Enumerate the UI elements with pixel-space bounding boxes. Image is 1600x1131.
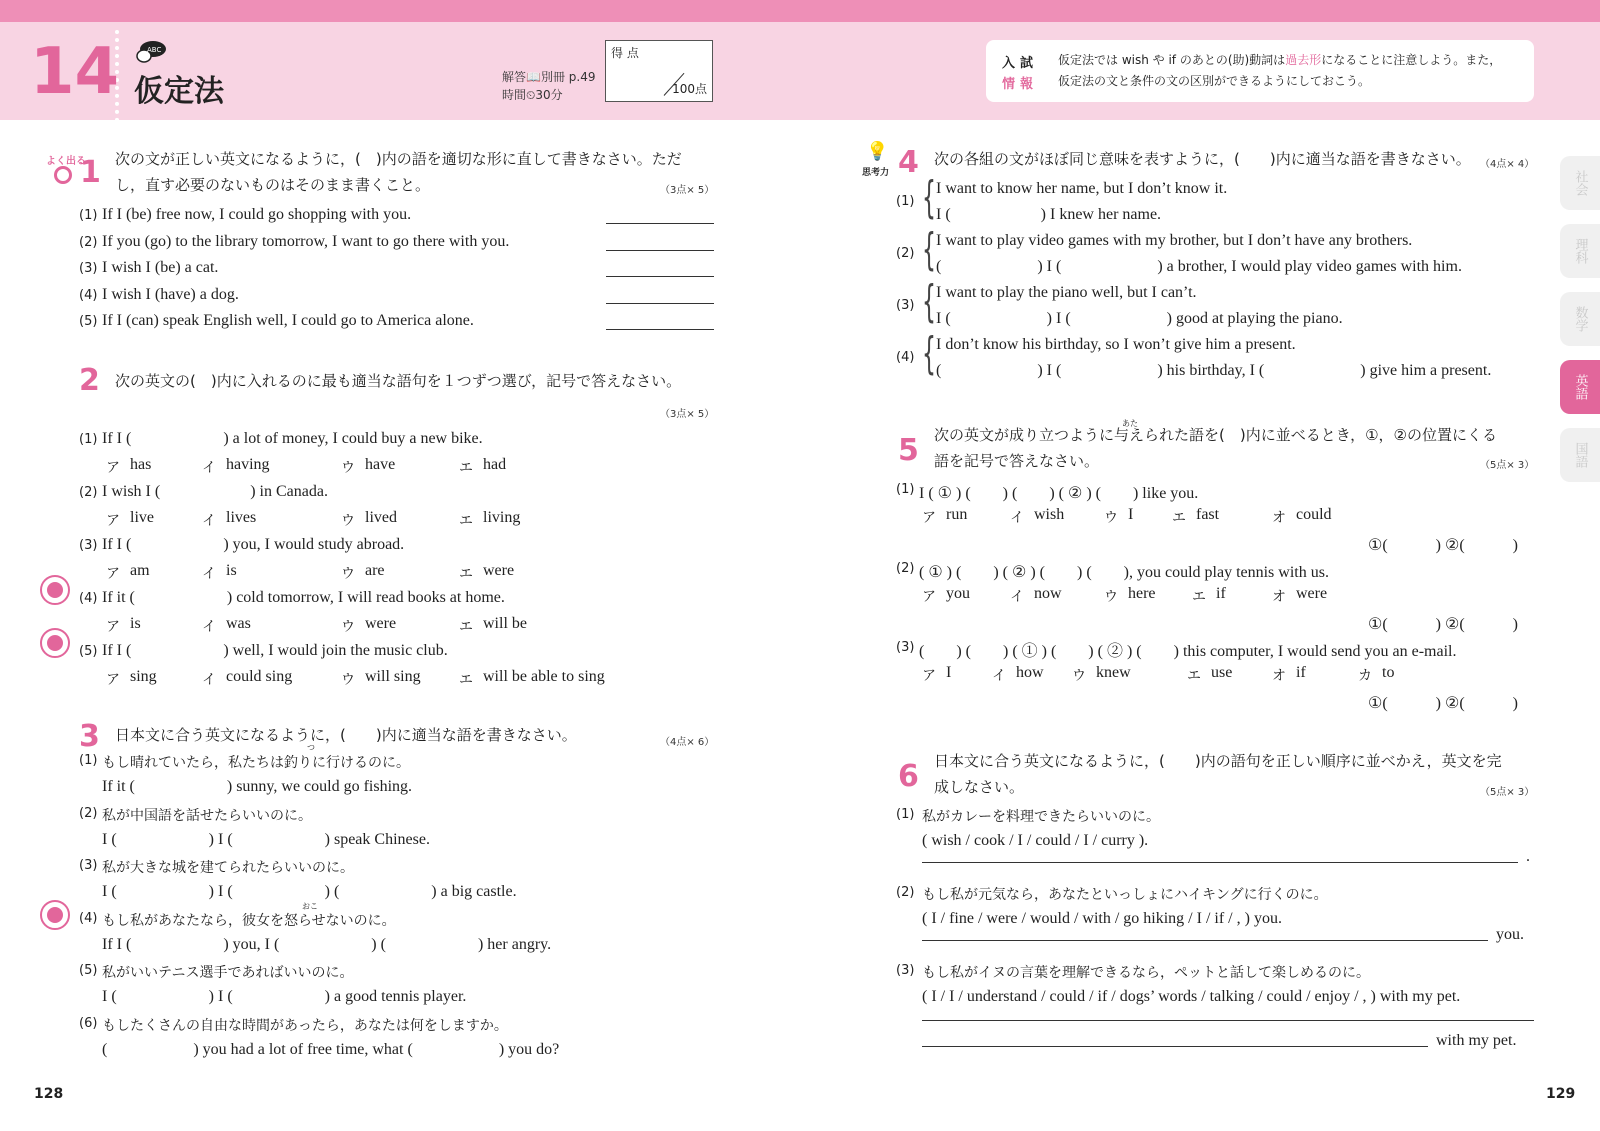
choice-text: sing xyxy=(130,668,157,685)
answer-slots[interactable]: ①( ) ②( ) xyxy=(1368,616,1519,633)
sentence-segment: If I ( xyxy=(102,536,132,553)
answer-line[interactable] xyxy=(606,223,714,224)
choice-text: will be xyxy=(483,615,527,632)
item-number: (5) xyxy=(79,963,98,978)
subject-tab[interactable]: 社会 xyxy=(1560,156,1600,210)
unit-number: 14 xyxy=(30,35,120,109)
choice-label: エ xyxy=(459,672,473,688)
item-number: (6) xyxy=(79,1015,98,1031)
sentence-segment: ) ( xyxy=(371,935,386,953)
sentence-segment: ) cold tomorrow, I will read books at home. xyxy=(226,589,505,606)
choice-text: have xyxy=(365,456,396,473)
choice-text: could xyxy=(1296,506,1332,523)
choice-text: use xyxy=(1211,664,1233,681)
instruction: 成しなさい。 xyxy=(934,778,1025,796)
sentence-segment: ) a big castle. xyxy=(431,883,517,900)
choice-label: オ xyxy=(1272,510,1286,526)
points: （4点× 4） xyxy=(1480,159,1535,170)
blank-sentence xyxy=(102,430,483,448)
blank-sentence xyxy=(936,258,1462,276)
subject-tabs[interactable] xyxy=(1560,156,1600,496)
unit-title: 仮定法 xyxy=(134,74,224,109)
choice-label: エ xyxy=(1192,589,1206,605)
item-number: (2) xyxy=(896,885,915,900)
info-line-1: 仮定法では wish や if のあとの(助)動詞は過去形になることに注意しよう。また， xyxy=(1058,53,1502,67)
sentence-segment: ( xyxy=(102,1040,108,1058)
choice-text: fast xyxy=(1196,506,1220,523)
blank-sentence xyxy=(102,589,505,607)
item-number: (4) xyxy=(79,591,98,606)
japanese-prompt: 私が中国語を話せたらいいのに。 xyxy=(102,807,312,824)
ruby: おこ xyxy=(302,902,318,911)
choice-label: ウ xyxy=(341,566,355,582)
thinking-badge: 思考力 xyxy=(862,168,890,178)
choice-text: am xyxy=(130,562,150,579)
blank-sentence xyxy=(102,988,466,1006)
item-number: (5) xyxy=(79,314,98,329)
sentence-segment: I ( xyxy=(102,883,117,900)
choice-label: ウ xyxy=(341,513,355,529)
sentence-segment: ) I ( xyxy=(1037,362,1062,379)
sentence: If I (be) free now, I could go shopping with you. xyxy=(102,206,412,223)
blank-sentence xyxy=(102,483,328,501)
sentence-segment: ) ( xyxy=(324,883,340,900)
choice-text: if xyxy=(1216,585,1226,602)
item-number: (2) xyxy=(896,246,915,261)
choice-text: will sing xyxy=(365,668,421,685)
choice-text: run xyxy=(946,506,968,523)
instruction: 日本文に合う英文になるように，( )内の語句を正しい順序に並べかえ，英文を完 xyxy=(934,752,1502,770)
question-number: 5 xyxy=(898,433,919,468)
sentence-segment: ) I ( xyxy=(208,988,233,1005)
sentence-segment: I wish I ( xyxy=(102,483,161,500)
sentence-segment: ) a brother, I would play video games with him. xyxy=(1157,258,1462,275)
sentence-end: with my pet. xyxy=(1436,1032,1517,1049)
choice-text: will be able to sing xyxy=(483,668,605,685)
choice-label: イ xyxy=(202,513,216,529)
choice-label: ウ xyxy=(1104,589,1118,605)
ruby: あた xyxy=(1122,419,1138,428)
page-number-left: 128 xyxy=(34,1086,64,1102)
answer-line[interactable] xyxy=(922,940,1488,941)
sentence-segment: I ( xyxy=(936,206,951,223)
sentence-segment: ) I knew her name. xyxy=(1040,206,1162,223)
sentence-segment: ) I ( xyxy=(208,830,233,848)
instruction: 次の英文が成り立つように与えられた語を( )内に並べるとき，①，②の位置にくる xyxy=(934,426,1498,444)
sentence-segment: I ( xyxy=(936,310,951,327)
choice-text: to xyxy=(1382,664,1395,681)
answer-line[interactable] xyxy=(606,250,714,251)
japanese-prompt: 私がカレーを料理できたらいいのに。 xyxy=(922,809,1160,825)
japanese-prompt: 私がいいテニス選手であればいいのに。 xyxy=(102,965,354,981)
item-number: (1) xyxy=(79,208,98,223)
item-number: (2) xyxy=(79,234,98,250)
word-list: ( wish / cook / I / could / I / curry ). xyxy=(922,832,1149,849)
blank-sentence xyxy=(102,778,412,796)
choice-text: was xyxy=(226,615,251,632)
instruction: 次の各組の文がほぼ同じ意味を表すように，( )内に適当な語を書きなさい。 xyxy=(934,150,1471,168)
item-number: (4) xyxy=(79,910,98,926)
choice-text: are xyxy=(365,562,385,579)
choice-label: ア xyxy=(922,510,936,526)
sentence-segment: ) her angry. xyxy=(477,935,552,953)
abc-speech-icon xyxy=(136,40,168,64)
sentence-segment: ) I ( xyxy=(1046,310,1071,327)
instruction: 語を記号で答えなさい。 xyxy=(934,452,1100,470)
sentence-segment: I ( xyxy=(102,830,117,848)
answer-line[interactable] xyxy=(606,303,714,304)
sentence-segment: ) a good tennis player. xyxy=(324,988,467,1005)
choice-label: ア xyxy=(106,672,120,688)
instruction: 日本文に合う英文になるように，( )内に適当な語を書きなさい。 xyxy=(115,726,577,744)
points: （4点× 6） xyxy=(660,737,715,748)
sentence-segment: If I ( xyxy=(102,642,132,659)
instruction: 次の文が正しい英文になるように，( )内の語を適切な形に直して書きなさい。ただ xyxy=(115,150,682,168)
choice-text: living xyxy=(483,509,521,526)
frequent-badge: よく出る xyxy=(46,156,86,167)
answer-line[interactable] xyxy=(606,329,714,330)
choice-label: ウ xyxy=(1072,668,1086,684)
sentence: If I (can) speak English well, I could go to America alone. xyxy=(102,312,474,329)
target-icon xyxy=(54,166,72,184)
question-number: 2 xyxy=(79,363,100,398)
choice-label: ウ xyxy=(341,672,355,688)
blank-sentence xyxy=(102,642,448,660)
sentence: I don’t know his birthday, so I won’t give him a present. xyxy=(936,336,1296,353)
choice-label: オ xyxy=(1272,668,1286,684)
sentence-segment: ) his birthday, I ( xyxy=(1157,362,1265,379)
brace-icon: { xyxy=(922,224,936,275)
instruction: 次の英文の( )内に入れるのに最も適当な語句を１つずつ選び，記号で答えなさい。 xyxy=(115,372,682,390)
item-number: (4) xyxy=(79,287,98,303)
choice-text: is xyxy=(226,562,237,579)
points: （5点× 3） xyxy=(1480,787,1535,798)
page-number-right: 129 xyxy=(1546,1086,1576,1102)
item-number: (5) xyxy=(79,644,98,659)
sentence-segment: ) speak Chinese. xyxy=(324,830,430,848)
top-bar xyxy=(0,0,1600,22)
choice-text: were xyxy=(1296,585,1328,602)
sentence: ( ) ( ) ( ① ) ( ) ( ② ) ( ) this computer, I would send you an e-mail. xyxy=(919,643,1457,660)
time-limit: 時間⏲30分 xyxy=(502,88,563,102)
item-number: (3) xyxy=(896,963,915,978)
subject-tab[interactable]: 英語 xyxy=(1560,360,1600,414)
answer-line[interactable] xyxy=(922,862,1518,863)
info-tag-2: 情報 xyxy=(1002,77,1039,92)
info-tag-1: 入試 xyxy=(1002,56,1039,71)
choice-label: イ xyxy=(202,619,216,635)
item-number: (2) xyxy=(896,561,915,576)
choice-text: had xyxy=(483,456,507,473)
choice-text: if xyxy=(1296,664,1306,681)
sentence-segment: ) well, I would join the music club. xyxy=(223,642,448,659)
item-number: (1) xyxy=(896,194,915,209)
choice-text: having xyxy=(226,456,270,473)
choice-label: ア xyxy=(106,619,120,635)
blank-sentence xyxy=(102,883,517,901)
japanese-prompt: 私が大きな城を建てられたらいいのに。 xyxy=(102,860,354,876)
choice-label: エ xyxy=(1187,668,1201,684)
choice-label: イ xyxy=(202,566,216,582)
svg-text:ABC: ABC xyxy=(147,46,162,54)
sentence: I wish I (be) a cat. xyxy=(102,259,219,276)
choice-label: ア xyxy=(922,668,936,684)
question-number: 4 xyxy=(898,145,919,180)
choice-label: イ xyxy=(202,460,216,476)
item-number: (3) xyxy=(79,261,98,276)
score-max: 100点 xyxy=(672,82,707,96)
answer-slots[interactable]: ①( ) ②( ) xyxy=(1368,537,1519,554)
answer-line[interactable] xyxy=(922,1020,1534,1021)
choice-label: エ xyxy=(459,566,473,582)
sentence-segment: ( xyxy=(936,258,942,275)
info-line-2: 仮定法の文と条件の文の区別ができるようにしておこう。 xyxy=(1058,74,1371,88)
item-number: (3) xyxy=(896,640,915,655)
choice-text: is xyxy=(130,615,141,632)
choice-text: were xyxy=(483,562,515,579)
idea-bulb-icon: 💡 xyxy=(866,141,889,162)
sentence-segment: ( xyxy=(936,362,942,379)
choice-text: I xyxy=(1128,506,1134,523)
sentence-segment: ) in Canada. xyxy=(250,483,328,500)
item-number: (3) xyxy=(79,858,98,873)
sentence-segment: ) give him a present. xyxy=(1360,362,1492,379)
sentence-segment: ) you do? xyxy=(498,1040,560,1058)
blank-sentence xyxy=(102,936,551,954)
answer-line[interactable] xyxy=(606,276,714,277)
blank-sentence xyxy=(936,206,1161,224)
question-number: 3 xyxy=(79,719,100,754)
sentence: I want to play video games with my brother, but I don’t have any brothers. xyxy=(936,232,1413,249)
choice-label: ウ xyxy=(341,460,355,476)
item-number: (2) xyxy=(79,485,98,500)
points: （5点× 3） xyxy=(1480,460,1535,471)
question-number: 1 xyxy=(80,155,101,190)
choice-text: knew xyxy=(1096,664,1131,681)
sentence-segment: ) you, I would study abroad. xyxy=(223,536,405,553)
sentence-segment: ) good at playing the piano. xyxy=(1166,310,1343,327)
question-number: 6 xyxy=(898,759,919,794)
points: （3点× 5） xyxy=(660,409,715,420)
answer-slots[interactable]: ①( ) ②( ) xyxy=(1368,695,1519,712)
blank-sentence xyxy=(102,536,404,554)
subject-tab[interactable]: 理科 xyxy=(1560,224,1600,278)
blank-sentence xyxy=(102,1041,559,1059)
choice-label: ウ xyxy=(341,619,355,635)
item-number: (2) xyxy=(79,805,98,821)
important-mark xyxy=(40,628,70,658)
brace-icon: { xyxy=(922,328,936,379)
points: （3点× 5） xyxy=(660,185,715,196)
item-number: (3) xyxy=(896,298,915,313)
important-mark xyxy=(40,575,70,605)
brace-icon: { xyxy=(922,276,936,327)
choice-text: now xyxy=(1034,585,1062,602)
choice-label: ア xyxy=(106,460,120,476)
item-number: (1) xyxy=(896,482,915,497)
sentence-segment: If it ( xyxy=(102,589,135,606)
item-number: (1) xyxy=(79,432,98,447)
choice-label: ア xyxy=(106,513,120,529)
choice-label: エ xyxy=(459,619,473,635)
sentence-segment: ) I ( xyxy=(1037,258,1062,275)
score-box xyxy=(605,40,713,102)
word-list: ( I / fine / were / would / with / go hiking / I / if / , ) you. xyxy=(922,910,1282,927)
blank-sentence xyxy=(936,362,1491,380)
japanese-prompt: もし晴れていたら，私たちは釣りに行けるのに。 xyxy=(102,755,410,771)
choice-text: lives xyxy=(226,509,257,526)
exam-info-box xyxy=(986,40,1534,102)
item-number: (1) xyxy=(79,753,98,768)
choice-text: lived xyxy=(365,509,397,526)
japanese-prompt: もし私があなたなら，彼女を怒らせないのに。 xyxy=(102,912,396,929)
choice-label: イ xyxy=(1010,510,1024,526)
choice-text: you xyxy=(946,585,970,602)
choice-text: live xyxy=(130,509,154,526)
word-list: ( I / I / understand / could / if / dogs’ words / talking / could / enjoy / , ) with my pet. xyxy=(922,988,1461,1005)
choice-label: イ xyxy=(992,668,1006,684)
sentence-segment: ) sunny, we could go fishing. xyxy=(226,778,413,795)
sentence: I wish I (have) a dog. xyxy=(102,285,239,303)
answer-meta xyxy=(502,68,595,104)
choice-label: ウ xyxy=(1104,510,1118,526)
sentence: I want to know her name, but I don’t know it. xyxy=(936,180,1228,197)
ruby: つ xyxy=(307,743,315,752)
sentence: If you (go) to the library tomorrow, I want to go there with you. xyxy=(102,232,510,250)
subject-tab[interactable]: 数学 xyxy=(1560,292,1600,346)
choice-label: イ xyxy=(1010,589,1024,605)
item-number: (3) xyxy=(79,538,98,553)
score-label: 得 点 xyxy=(611,46,639,60)
choice-label: エ xyxy=(1172,510,1186,526)
sentence-end: you. xyxy=(1496,926,1524,943)
choice-label: ア xyxy=(106,566,120,582)
item-number: (4) xyxy=(896,350,915,365)
sentence-segment: ) a lot of money, I could buy a new bike. xyxy=(223,430,483,447)
japanese-prompt: もし私が元気なら，あなたといっしょにハイキングに行くのに。 xyxy=(922,887,1328,903)
choice-text: were xyxy=(365,615,397,632)
japanese-prompt: もし私がイヌの言葉を理解できるなら，ペットと話して楽しめるのに。 xyxy=(922,965,1370,981)
blank-sentence xyxy=(102,831,430,849)
choice-label: ア xyxy=(922,589,936,605)
sentence-segment: If I ( xyxy=(102,935,132,953)
choice-text: wish xyxy=(1034,506,1065,523)
choice-text: has xyxy=(130,456,152,473)
sentence-segment: ) I ( xyxy=(208,883,233,900)
important-mark xyxy=(40,900,70,930)
choice-label: カ xyxy=(1358,668,1372,684)
instruction: し，直す必要のないものはそのまま書くこと。 xyxy=(115,176,431,194)
sentence: I ( ① ) ( ) ( ) ( ② ) ( ) like you. xyxy=(919,485,1199,502)
brace-icon: { xyxy=(922,172,936,223)
sentence-segment: If it ( xyxy=(102,778,135,795)
choice-label: エ xyxy=(459,513,473,529)
answer-line[interactable] xyxy=(922,1046,1428,1047)
choice-label: イ xyxy=(202,672,216,688)
item-number: (1) xyxy=(896,807,915,822)
choice-label: エ xyxy=(459,460,473,476)
sentence-segment: ) you, I ( xyxy=(223,935,280,953)
subject-tab[interactable]: 国語 xyxy=(1560,428,1600,482)
choice-text: here xyxy=(1128,585,1156,602)
sentence: ( ① ) ( ) ( ② ) ( ) ( ), you could play tennis with us. xyxy=(919,564,1329,581)
choice-text: could sing xyxy=(226,668,293,685)
answer-reference: 解答📖別冊 p.49 xyxy=(502,70,596,84)
choice-text: I xyxy=(946,664,952,681)
sentence: I want to play the piano well, but I can’t. xyxy=(936,284,1197,301)
choice-text: how xyxy=(1016,664,1044,681)
sentence-end: . xyxy=(1526,848,1530,865)
choice-label: オ xyxy=(1272,589,1286,605)
blank-sentence xyxy=(936,310,1343,328)
japanese-prompt: もしたくさんの自由な時間があったら，あなたは何をしますか。 xyxy=(102,1017,508,1034)
sentence-segment: ) you had a lot of free time, what ( xyxy=(193,1040,413,1058)
sentence-segment: If I ( xyxy=(102,430,132,447)
sentence-segment: I ( xyxy=(102,988,117,1005)
